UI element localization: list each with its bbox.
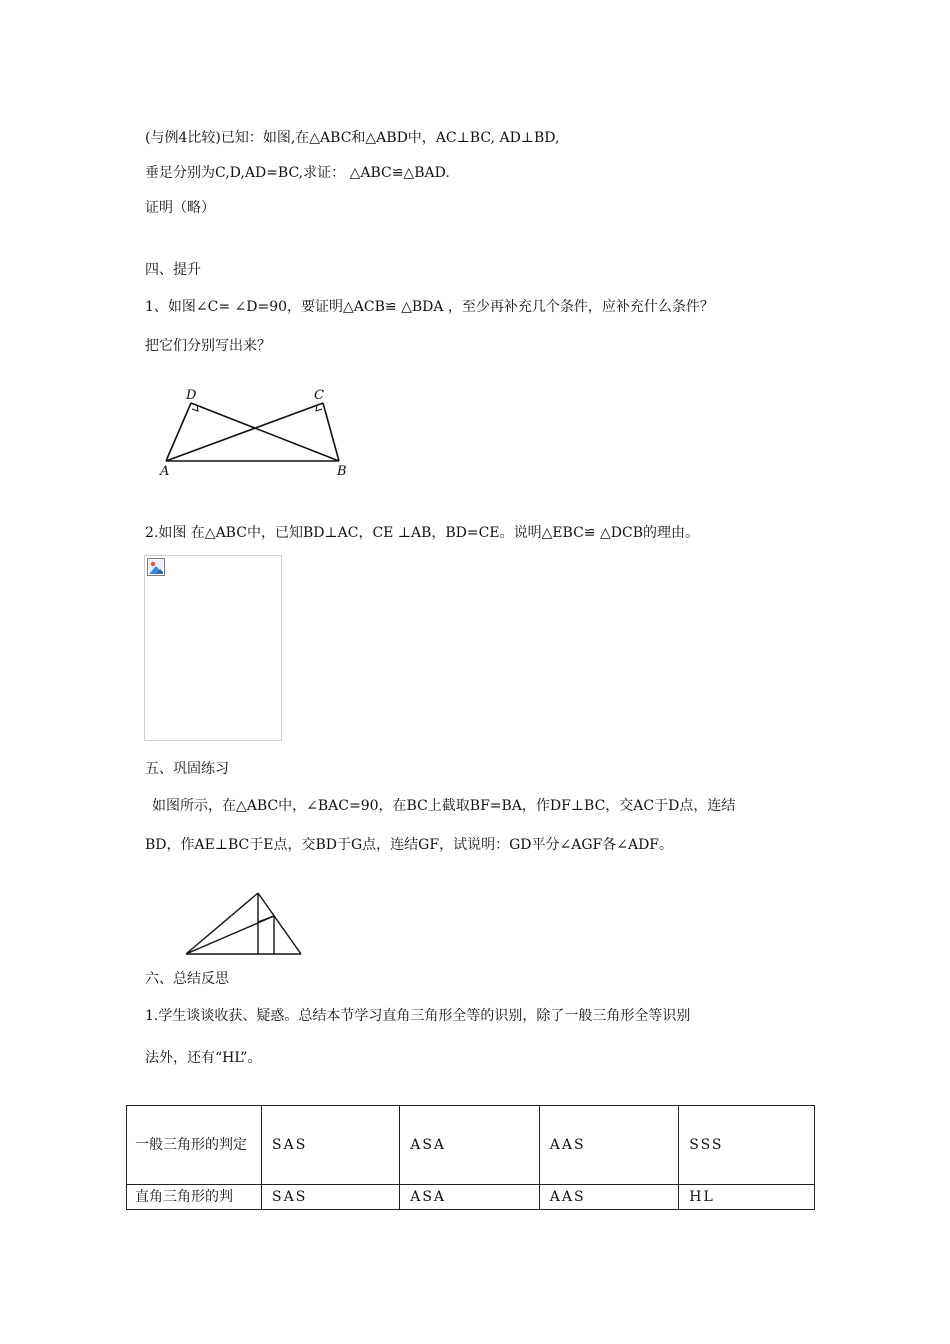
section5-heading: 五、巩固练习 — [145, 761, 229, 777]
table-cell: AAS — [539, 1106, 679, 1185]
table-cell: ASA — [400, 1106, 540, 1185]
figure-crossed-right-triangles — [155, 383, 360, 478]
example-line-1: (与例4比较)已知：如图,在△ABC和△ABD中，AC⊥BC, AD⊥BD, — [145, 130, 560, 146]
table-cell: SAS — [262, 1106, 400, 1185]
row-header: 直角三角形的判 — [127, 1185, 262, 1210]
table-cell: SAS — [262, 1185, 400, 1210]
section4-heading: 四、提升 — [145, 262, 201, 278]
missing-figure-image — [144, 555, 282, 741]
label-B: B — [337, 464, 347, 478]
q1-line-2: 把它们分别写出来？ — [145, 338, 271, 354]
row-header: 一般三角形的判定 — [127, 1106, 262, 1185]
table-cell: SSS — [679, 1106, 815, 1185]
q2-text: 2.如图 在△ABC中，已知BD⊥AC，CE ⊥AB，BD=CE。说明△EBC≌ △DCB的理由。 — [145, 525, 699, 541]
proof-omitted: 证明（略） — [145, 200, 215, 216]
section5-line-2: BD，作AE⊥BC于E点，交BD于G点，连结GF，试说明：GD平分∠AGF各∠ADF。 — [145, 837, 674, 853]
example-line-2: 垂足分别为C,D,AD=BC,求证： △ABC≌△BAD. — [145, 165, 450, 181]
table-cell: AAS — [539, 1185, 679, 1210]
table-row — [127, 1106, 815, 1185]
section6-line-2: 法外，还有“HL”。 — [145, 1050, 262, 1066]
table-row — [127, 1185, 815, 1210]
table-cell: ASA — [400, 1185, 540, 1210]
table-cell: HL — [679, 1185, 815, 1210]
label-A: A — [160, 464, 170, 478]
section6-line-1: 1.学生谈谈收获、疑惑。总结本节学习直角三角形全等的识别，除了一般三角形全等识别 — [145, 1008, 691, 1024]
section6-heading: 六、总结反思 — [145, 971, 229, 987]
label-D: D — [186, 388, 197, 403]
label-C: C — [314, 388, 324, 403]
section5-line-1: 如图所示，在△ABC中，∠BAC=90，在BC上截取BF=BA，作DF⊥BC，交AC于D点，连结 — [152, 798, 736, 814]
figure-triangle-construction — [180, 888, 310, 960]
broken-image-icon — [147, 558, 165, 576]
q1-line-1: 1、如图∠C= ∠D=90，要证明△ACB≌ △BDA ，至少再补充几个条件，应补充什么条件？ — [145, 299, 714, 315]
congruence-criteria-table — [126, 1105, 815, 1210]
